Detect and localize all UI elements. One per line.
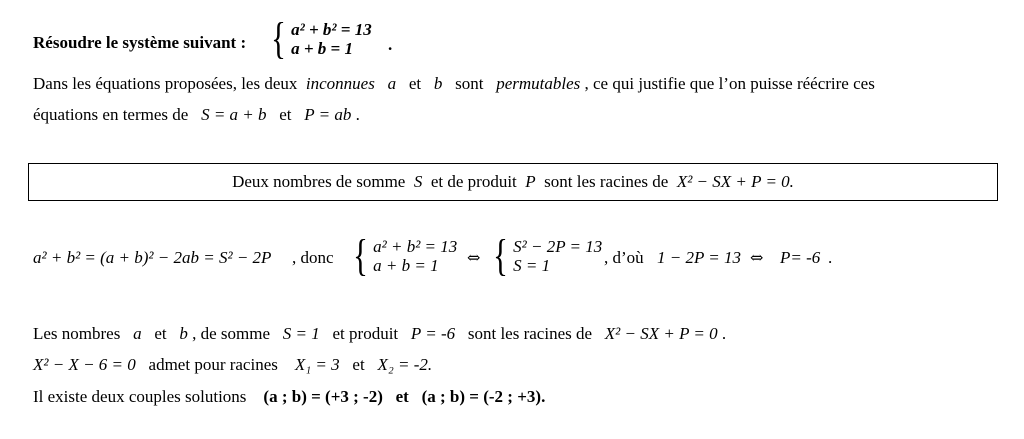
theorem-box bbox=[28, 163, 998, 201]
product-definition: P = ab bbox=[304, 105, 352, 124]
equivalence-icon: ⇔ bbox=[750, 248, 764, 267]
system-a bbox=[350, 231, 458, 280]
word-et: et bbox=[154, 324, 167, 343]
conclusion-text: Il existe deux couples solutions bbox=[33, 387, 247, 406]
brace-icon: { bbox=[493, 231, 508, 280]
word-et: et bbox=[279, 105, 292, 124]
conclusion-text: et produit bbox=[332, 324, 399, 343]
word-permutables: permutables bbox=[496, 74, 581, 93]
derivation-result: P= -6 bbox=[780, 248, 821, 267]
derivation-lhs: a² + b² = (a + b)² − 2ab = S² − 2P bbox=[33, 248, 272, 267]
conclusion-text: Les nombres bbox=[33, 324, 121, 343]
problem-statement bbox=[33, 33, 246, 53]
solution-2: (a ; b) = (-2 ; +3). bbox=[421, 387, 546, 406]
derivation-end: . bbox=[828, 248, 833, 267]
period: . bbox=[721, 324, 727, 343]
system-a-eq1: a² + b² = 13 bbox=[373, 237, 458, 256]
intro-text-2: , ce qui justifie que l’on puisse réécrire ces bbox=[584, 74, 875, 93]
var-b: b bbox=[179, 324, 188, 343]
sum-definition: S = a + b bbox=[201, 105, 267, 124]
product-value: P = -6 bbox=[410, 324, 456, 343]
conclusion-line-2 bbox=[33, 355, 432, 375]
theorem-text: sont les racines de bbox=[544, 172, 669, 191]
header-system bbox=[268, 14, 372, 63]
derivation-donc: , donc bbox=[292, 248, 334, 267]
quadratic-equation: X² − SX + P = 0 bbox=[604, 324, 718, 343]
system-b-eq2: S = 1 bbox=[513, 256, 551, 275]
solution-1: (a ; b) = (+3 ; -2) bbox=[263, 387, 383, 406]
intro-text-3: équations en termes de bbox=[33, 105, 189, 124]
conclusion-text: sont les racines de bbox=[467, 324, 593, 343]
root-1: X₁ = 3 bbox=[294, 355, 340, 374]
derivation-dou: , d’où bbox=[604, 248, 644, 267]
header-eq1: a² + b² = 13 bbox=[291, 20, 372, 39]
theorem-text: et de produit bbox=[430, 172, 517, 191]
var-p: P bbox=[525, 172, 536, 191]
sum-value: S = 1 bbox=[282, 324, 320, 343]
word-et: et bbox=[395, 387, 409, 406]
specific-equation: X² − X − 6 = 0 bbox=[33, 355, 136, 374]
intro-line-2 bbox=[33, 105, 360, 125]
word-inconnues: inconnues bbox=[305, 74, 375, 93]
system-b-eq1: S² − 2P = 13 bbox=[513, 237, 603, 256]
word-et: et bbox=[408, 74, 422, 93]
var-a: a bbox=[133, 324, 142, 343]
intro-line-1 bbox=[33, 74, 875, 94]
conclusion-text: admet pour racines bbox=[148, 355, 278, 374]
theorem-text: Deux nombres de somme bbox=[232, 172, 406, 191]
root-2: X₂ = -2. bbox=[377, 355, 433, 374]
system-a-eq2: a + b = 1 bbox=[373, 256, 439, 275]
system-b bbox=[490, 231, 603, 280]
period: . bbox=[355, 105, 360, 124]
equivalence-icon: ⇔ bbox=[467, 248, 481, 267]
conclusion-text: , de somme bbox=[192, 324, 271, 343]
derivation-equation: 1 − 2P = 13 bbox=[657, 248, 742, 267]
var-a: a bbox=[387, 74, 397, 93]
var-s: S bbox=[413, 172, 423, 191]
brace-icon: { bbox=[271, 14, 286, 63]
header-eq2: a + b = 1 bbox=[291, 39, 353, 58]
theorem-equation: X² − SX + P = 0. bbox=[676, 172, 794, 191]
conclusion-line-1 bbox=[33, 324, 726, 344]
header-end: . bbox=[388, 35, 393, 54]
problem-label: Résoudre le système suivant : bbox=[33, 33, 247, 52]
intro-text: Dans les équations proposées, les deux bbox=[33, 74, 298, 93]
word-sont: sont bbox=[455, 74, 484, 93]
conclusion-line-3 bbox=[33, 387, 545, 407]
var-b: b bbox=[433, 74, 443, 93]
word-et: et bbox=[352, 355, 365, 374]
brace-icon: { bbox=[353, 231, 368, 280]
